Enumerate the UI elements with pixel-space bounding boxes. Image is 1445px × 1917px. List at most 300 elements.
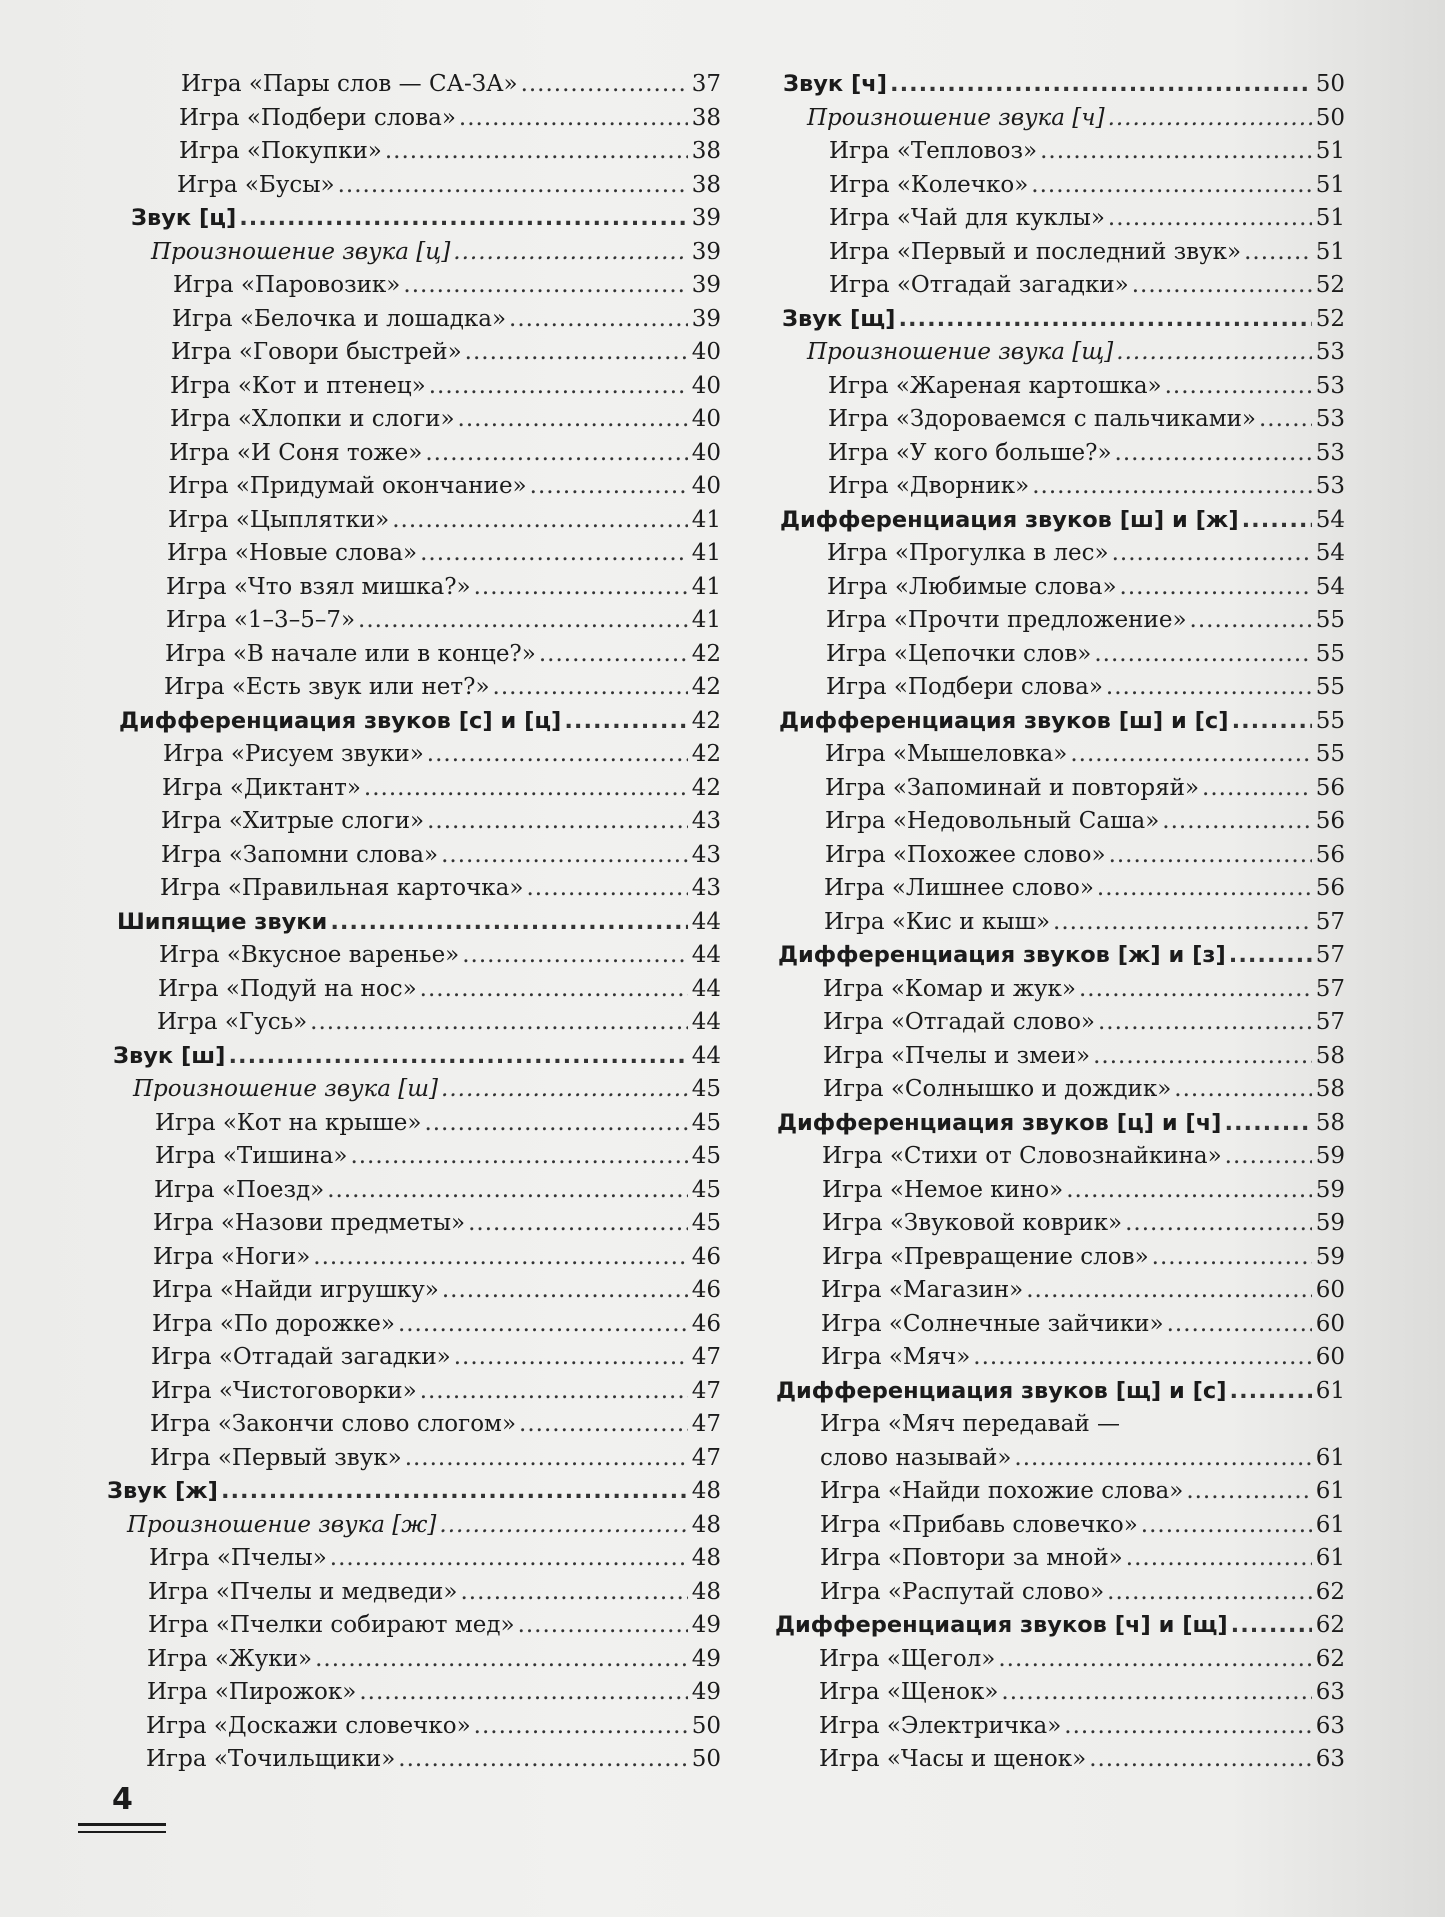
toc-entry [775, 403, 1345, 437]
toc-entry [775, 872, 1345, 906]
toc-entry [105, 1274, 721, 1308]
toc-entry [775, 1710, 1345, 1744]
toc-entry-title: Игра «Электричка» [819, 1712, 1062, 1739]
dot-leader [1032, 470, 1312, 504]
dot-leader [1202, 772, 1312, 806]
toc-entry-page: 44 [691, 1009, 721, 1035]
dot-leader [420, 537, 688, 571]
dot-leader [1026, 1274, 1312, 1308]
toc-entry-page: 38 [691, 171, 721, 198]
toc-entry [105, 738, 721, 772]
toc-entry-title: Игра «Бусы» [177, 171, 335, 198]
toc-entry-page: 46 [691, 1243, 721, 1270]
dot-leader [539, 638, 688, 672]
dot-leader [427, 738, 688, 772]
toc-entry-page: 44 [691, 975, 721, 1002]
dot-leader [519, 1408, 688, 1442]
toc-entry [105, 1006, 721, 1040]
toc-entry-title: Игра «Кис и кыш» [824, 908, 1051, 935]
dot-leader [330, 906, 688, 940]
toc-entry-page: 45 [691, 1076, 721, 1102]
toc-entry-page: 57 [1315, 942, 1345, 968]
toc-entry [775, 772, 1345, 806]
toc-entry [105, 135, 721, 169]
dot-leader [1225, 1140, 1312, 1174]
dot-leader [1064, 1710, 1312, 1744]
toc-entry-title: Игра «Чай для куклы» [829, 205, 1105, 231]
dot-leader [1190, 604, 1312, 638]
toc-entry [775, 1006, 1345, 1040]
dot-leader [474, 1710, 688, 1744]
toc-entry-page: 63 [1315, 1712, 1345, 1739]
toc-entry-page: 46 [691, 1277, 721, 1303]
toc-entry-page: 42 [691, 774, 721, 801]
toc-entry-title: Игра «Звуковой коврик» [822, 1210, 1123, 1236]
toc-entry-page: 62 [1315, 1645, 1345, 1672]
toc-entry-page: 62 [1315, 1612, 1345, 1638]
toc-entry-title: Игра «Ноги» [153, 1243, 311, 1270]
toc-entry [775, 973, 1345, 1007]
toc-entry [105, 1174, 721, 1208]
toc-entry-title: Игра «Мяч передавай — [820, 1411, 1120, 1437]
toc-entry-page: 63 [1315, 1679, 1345, 1705]
toc-entry-page: 49 [691, 1645, 721, 1672]
toc-entry-title: Игра «Доскажи словечко» [146, 1712, 471, 1739]
dot-leader [439, 1509, 688, 1543]
dot-leader [1231, 1609, 1312, 1643]
toc-entry-page: 59 [1315, 1210, 1345, 1236]
dot-leader [350, 1140, 688, 1174]
dot-leader [424, 1107, 688, 1141]
toc-entry [105, 1241, 721, 1275]
toc-entry-title: Произношение звука [ш] [133, 1076, 439, 1102]
toc-entry [105, 1676, 721, 1710]
toc-entry-page: 53 [1315, 473, 1345, 499]
toc-entry-title: Игра «Жареная картошка» [828, 372, 1162, 399]
toc-entry-page: 56 [1315, 808, 1345, 834]
toc-entry-title: Игра «Лишнее слово» [824, 875, 1094, 901]
toc-entry-title: Звук [ц] [131, 205, 237, 231]
toc-section-heading [775, 303, 1345, 337]
dot-leader [1066, 1174, 1312, 1208]
toc-entry-page: 57 [1315, 1009, 1345, 1035]
toc-list-left [105, 68, 721, 1777]
toc-entry-page: 42 [691, 707, 721, 734]
toc-entry-title: Игра «Вкусное варенье» [159, 942, 460, 968]
toc-entry-page: 45 [691, 1176, 721, 1203]
toc-entry-page: 42 [691, 640, 721, 667]
dot-leader [1132, 269, 1312, 303]
toc-entry-page: 45 [691, 1109, 721, 1136]
toc-entry-title: Игра «В начале или в конце?» [165, 640, 536, 667]
dot-leader [458, 403, 688, 437]
toc-entry-title: Дифференциация звуков [ц] и [ч] [777, 1109, 1222, 1136]
toc-entry-page: 40 [691, 372, 721, 399]
dot-leader [1115, 437, 1312, 471]
dot-leader [1244, 236, 1312, 270]
toc-entry-title: Игра «Пчелы и змеи» [823, 1042, 1091, 1069]
toc-entry-title: Игра «Закончи слово слогом» [150, 1411, 517, 1437]
dot-leader [1141, 1509, 1312, 1543]
toc-entry [775, 169, 1345, 203]
toc-entry-page: 49 [691, 1612, 721, 1638]
toc-entry-title: Игра «Диктант» [162, 774, 361, 801]
dot-leader [454, 1341, 688, 1375]
dot-leader [509, 303, 688, 337]
toc-entry-page: 59 [1315, 1176, 1345, 1203]
toc-entry [105, 403, 721, 437]
toc-entry [105, 1341, 721, 1375]
dot-leader [358, 604, 688, 638]
dot-leader [890, 68, 1312, 102]
toc-section-heading [775, 1375, 1345, 1409]
dot-leader [1053, 906, 1312, 940]
toc-entry-title: Игра «Есть звук или нет?» [164, 674, 490, 700]
toc-entry-page: 40 [691, 473, 721, 499]
toc-entry-title: Игра «Покупки» [179, 138, 382, 164]
toc-entry-page: 50 [1315, 71, 1345, 97]
toc-entry-page: 41 [691, 573, 721, 600]
toc-entry [105, 638, 721, 672]
toc-entry [105, 1542, 721, 1576]
toc-entry-title: Игра «Колечко» [829, 171, 1029, 198]
toc-entry [105, 1609, 721, 1643]
dot-leader [1174, 1073, 1312, 1107]
toc-entry-page: 60 [1315, 1310, 1345, 1337]
dot-leader [468, 1207, 688, 1241]
dot-leader [465, 336, 688, 370]
toc-entry-page: 53 [1315, 339, 1345, 365]
toc-entry [105, 1408, 721, 1442]
toc-entry-page: 61 [1315, 1478, 1345, 1504]
dot-leader [1152, 1241, 1312, 1275]
dot-leader [1108, 102, 1312, 136]
toc-entry-title: Игра «1–3–5–7» [166, 607, 356, 633]
dot-leader [518, 1609, 688, 1643]
toc-entry-title: Игра «Солнечные зайчики» [821, 1310, 1164, 1337]
toc-entry-title: Игра «Тишина» [155, 1143, 348, 1169]
toc-entry-title: Игра «Правильная карточка» [160, 875, 524, 901]
toc-entry-page: 47 [691, 1411, 721, 1437]
toc-entry-title: Звук [ч] [783, 71, 888, 97]
toc-entry-title: Игра «Превращение слов» [822, 1243, 1149, 1270]
toc-entry [775, 805, 1345, 839]
toc-entry-title: Звук [ж] [107, 1478, 218, 1504]
toc-entry-title: Игра «Здороваемся с пальчиками» [828, 406, 1256, 432]
toc-section-heading [105, 1475, 721, 1509]
dot-leader [420, 973, 688, 1007]
toc-entry [105, 1375, 721, 1409]
dot-leader [429, 370, 688, 404]
toc-entry [105, 973, 721, 1007]
toc-entry-title: Игра «Придумай окончание» [168, 473, 527, 499]
toc-entry [105, 1140, 721, 1174]
toc-entry-title: Игра «У кого больше?» [828, 439, 1112, 466]
dot-leader [1108, 202, 1312, 236]
toc-entry [105, 805, 721, 839]
toc-entry-page: 60 [1315, 1277, 1345, 1303]
toc-entry [105, 537, 721, 571]
toc-entry-page: 49 [691, 1679, 721, 1705]
toc-entry [775, 1475, 1345, 1509]
dot-leader [1112, 537, 1312, 571]
toc-entry-title: Игра «Солнышко и дождик» [823, 1076, 1172, 1102]
toc-entry [105, 1710, 721, 1744]
dot-leader [1232, 705, 1312, 739]
toc-entry [105, 102, 721, 136]
toc-section-heading [105, 906, 721, 940]
dot-leader [313, 1241, 688, 1275]
toc-entry [775, 1676, 1345, 1710]
dot-leader [403, 269, 688, 303]
dot-leader [1242, 504, 1312, 538]
toc-entry-title: Игра «Стихи от Словознайкина» [822, 1143, 1222, 1169]
dot-leader [1116, 336, 1312, 370]
toc-entry [775, 738, 1345, 772]
toc-subheading [105, 1509, 721, 1543]
toc-entry-page: 39 [691, 205, 721, 231]
toc-entry [775, 1643, 1345, 1677]
toc-section-heading [105, 202, 721, 236]
toc-list-right [775, 68, 1345, 1777]
toc-entry-page: 48 [691, 1578, 721, 1605]
toc-entry-page: 40 [691, 439, 721, 466]
dot-leader [1126, 1542, 1312, 1576]
toc-entry [775, 1040, 1345, 1074]
toc-entry-page: 50 [691, 1712, 721, 1739]
toc-entry-page: 53 [1315, 372, 1345, 399]
toc-entry [105, 1643, 721, 1677]
toc-entry [775, 638, 1345, 672]
toc-entry [105, 1442, 721, 1476]
dot-leader [1165, 370, 1312, 404]
dot-leader [330, 1542, 688, 1576]
toc-entry [775, 1442, 1345, 1476]
toc-entry [775, 1509, 1345, 1543]
toc-left-column [105, 68, 721, 1777]
toc-entry-title: Дифференциация звуков [ч] и [щ] [775, 1612, 1228, 1638]
toc-entry-title: Игра «Прибавь словечко» [820, 1511, 1138, 1538]
toc-entry [775, 370, 1345, 404]
toc-entry [105, 1107, 721, 1141]
toc-entry-title: Игра «Кот на крыше» [155, 1109, 422, 1136]
toc-entry-page: 48 [691, 1478, 721, 1504]
toc-entry-page: 56 [1315, 774, 1345, 801]
toc-entry-page: 52 [1315, 272, 1345, 298]
dot-leader [462, 939, 688, 973]
toc-entry-page: 58 [1315, 1042, 1345, 1069]
toc-entry [775, 1174, 1345, 1208]
dot-leader [315, 1643, 688, 1677]
toc-entry-title: Игра «Запоминай и повторяй» [825, 774, 1200, 801]
toc-entry-title: Игра «Найди похожие слова» [820, 1478, 1184, 1504]
toc-entry [105, 437, 721, 471]
toc-entry-title: Игра «Пары слов — СА-ЗА» [181, 71, 518, 97]
toc-entry [105, 839, 721, 873]
dot-leader [1109, 839, 1312, 873]
toc-entry [775, 839, 1345, 873]
page-footer [78, 1782, 166, 1833]
toc-entry-page: 42 [691, 674, 721, 700]
dot-leader [1031, 169, 1312, 203]
toc-entry-page: 50 [1315, 104, 1345, 131]
toc-entry-page: 47 [691, 1377, 721, 1404]
toc-entry-page: 47 [691, 1444, 721, 1471]
toc-entry-title: Игра «Первый и последний звук» [829, 238, 1242, 265]
footer-rule-thin [78, 1831, 166, 1833]
toc-entry-title: Игра «Гусь» [157, 1009, 308, 1035]
toc-entry-page: 61 [1315, 1545, 1345, 1571]
toc-entry-title: Игра «Хитрые слоги» [161, 808, 425, 834]
toc-entry-page: 59 [1315, 1243, 1345, 1270]
toc-entry-title: Произношение звука [ц] [151, 238, 451, 265]
toc-entry-title: Игра «Новые слова» [167, 540, 418, 566]
dot-leader [385, 135, 688, 169]
toc-entry-title: Игра «Щенок» [819, 1679, 999, 1705]
toc-entry [105, 772, 721, 806]
toc-entry-page: 51 [1315, 205, 1345, 231]
toc-entry-page: 54 [1315, 540, 1345, 566]
toc-entry-title: Игра «Пчелы и медведи» [148, 1578, 458, 1605]
dot-leader [1186, 1475, 1312, 1509]
toc-entry-title: Игра «Говори быстрей» [171, 339, 462, 365]
toc-entry-title: Игра «Найди игрушку» [152, 1277, 439, 1303]
toc-entry-page: 42 [691, 741, 721, 767]
toc-entry-title: Звук [щ] [782, 305, 896, 332]
dot-leader [1093, 1040, 1312, 1074]
toc-entry-page: 41 [691, 607, 721, 633]
dot-leader [459, 102, 688, 136]
toc-entry-title: Игра «Назови предметы» [153, 1210, 466, 1236]
toc-entry-title: Игра «И Соня тоже» [169, 439, 423, 466]
dot-leader [1079, 973, 1312, 1007]
toc-entry-page: 41 [691, 506, 721, 533]
toc-entry [105, 68, 721, 102]
toc-entry-title: Игра «Немое кино» [822, 1176, 1064, 1203]
dot-leader [442, 1274, 688, 1308]
toc-entry-title: Дифференциация звуков [ш] и [с] [779, 707, 1229, 734]
toc-section-heading [775, 1609, 1345, 1643]
toc-entry-page: 44 [691, 1042, 721, 1069]
toc-entry [775, 1207, 1345, 1241]
toc-entry [775, 1576, 1345, 1610]
toc-entry-title: Игра «Комар и жук» [823, 975, 1076, 1002]
toc-entry-page: 53 [1315, 406, 1345, 432]
dot-leader [327, 1174, 688, 1208]
toc-entry-page: 39 [691, 305, 721, 332]
toc-entry-title: Игра «Жуки» [147, 1645, 313, 1672]
toc-entry-page: 59 [1315, 1143, 1345, 1169]
dot-leader [398, 1308, 688, 1342]
toc-entry-title: Игра «Точильщики» [146, 1746, 396, 1772]
toc-entry-page: 39 [691, 238, 721, 265]
toc-entry-page: 54 [1315, 506, 1345, 533]
dot-leader [521, 68, 688, 102]
toc-entry-title: Игра «Подуй на нос» [158, 975, 417, 1002]
toc-entry [105, 336, 721, 370]
toc-section-heading [105, 705, 721, 739]
toc-entry [105, 1743, 721, 1777]
dot-leader [1098, 1006, 1312, 1040]
toc-entry-title: Произношение звука [ж] [127, 1511, 437, 1538]
toc-entry-page: 43 [691, 808, 721, 834]
toc-entry [775, 1073, 1345, 1107]
toc-entry-page: 58 [1315, 1076, 1345, 1102]
dot-leader [1070, 738, 1312, 772]
toc-entry-title: Игра «Подбери слова» [826, 674, 1103, 700]
toc-entry [105, 872, 721, 906]
dot-leader [1107, 1576, 1312, 1610]
toc-entry-page: 41 [691, 540, 721, 566]
toc-entry-title: Дифференциация звуков [с] и [ц] [119, 707, 562, 734]
toc-entry [105, 1576, 721, 1610]
toc-entry [775, 1274, 1345, 1308]
toc-entry-title: Игра «Поезд» [154, 1176, 325, 1203]
toc-entry-page: 55 [1315, 607, 1345, 633]
toc-entry-title: Игра «Недовольный Саша» [825, 808, 1160, 834]
dot-leader [1106, 671, 1312, 705]
dot-leader [364, 772, 688, 806]
toc-entry-title: Игра «Рисуем звуки» [163, 741, 424, 767]
toc-entry-title: Игра «Отгадай загадки» [829, 272, 1129, 298]
toc-entry-page: 62 [1315, 1578, 1345, 1605]
toc-entry [105, 303, 721, 337]
dot-leader [359, 1676, 688, 1710]
toc-entry [105, 671, 721, 705]
toc-entry-title: Игра «Запомни слова» [161, 841, 439, 868]
toc-entry-title: Дифференциация звуков [ш] и [ж] [780, 506, 1239, 533]
dot-leader [898, 303, 1312, 337]
toc-entry [775, 470, 1345, 504]
dot-leader [530, 470, 688, 504]
toc-entry-page: 47 [691, 1344, 721, 1370]
toc-entry-page: 60 [1315, 1344, 1345, 1370]
toc-entry-title: Игра «Цыплятки» [168, 506, 390, 533]
toc-entry-page: 38 [691, 138, 721, 164]
toc-entry-page: 53 [1315, 439, 1345, 466]
toc-section-heading [775, 705, 1345, 739]
toc-section-heading [775, 1107, 1345, 1141]
toc-entry-title: Игра «Прочти предложение» [826, 607, 1187, 633]
dot-leader [420, 1375, 688, 1409]
dot-leader [460, 1576, 688, 1610]
toc-entry-title: Игра «Щегол» [819, 1645, 996, 1672]
toc-entry-page: 38 [691, 104, 721, 131]
toc-entry-title: Игра «Часы и щенок» [819, 1746, 1087, 1772]
dot-leader [1089, 1743, 1312, 1777]
toc-entry-title: слово называй» [820, 1444, 1012, 1471]
toc-entry [775, 604, 1345, 638]
toc-entry [105, 470, 721, 504]
toc-entry [775, 571, 1345, 605]
dot-leader [441, 1073, 688, 1107]
toc-entry-title: Игра «Пирожок» [147, 1679, 357, 1705]
toc-entry-page: 37 [691, 71, 721, 97]
toc-section-heading [775, 939, 1345, 973]
toc-entry-page: 46 [691, 1310, 721, 1337]
dot-leader [1259, 403, 1312, 437]
dot-leader [493, 671, 688, 705]
toc-entry [105, 939, 721, 973]
dot-leader [427, 805, 688, 839]
toc-entry [105, 269, 721, 303]
toc-entry [775, 269, 1345, 303]
toc-entry-title: Игра «По дорожке» [152, 1310, 395, 1337]
dot-leader [1040, 135, 1312, 169]
toc-entry [775, 1408, 1345, 1442]
toc-entry [775, 1140, 1345, 1174]
toc-subheading [105, 1073, 721, 1107]
